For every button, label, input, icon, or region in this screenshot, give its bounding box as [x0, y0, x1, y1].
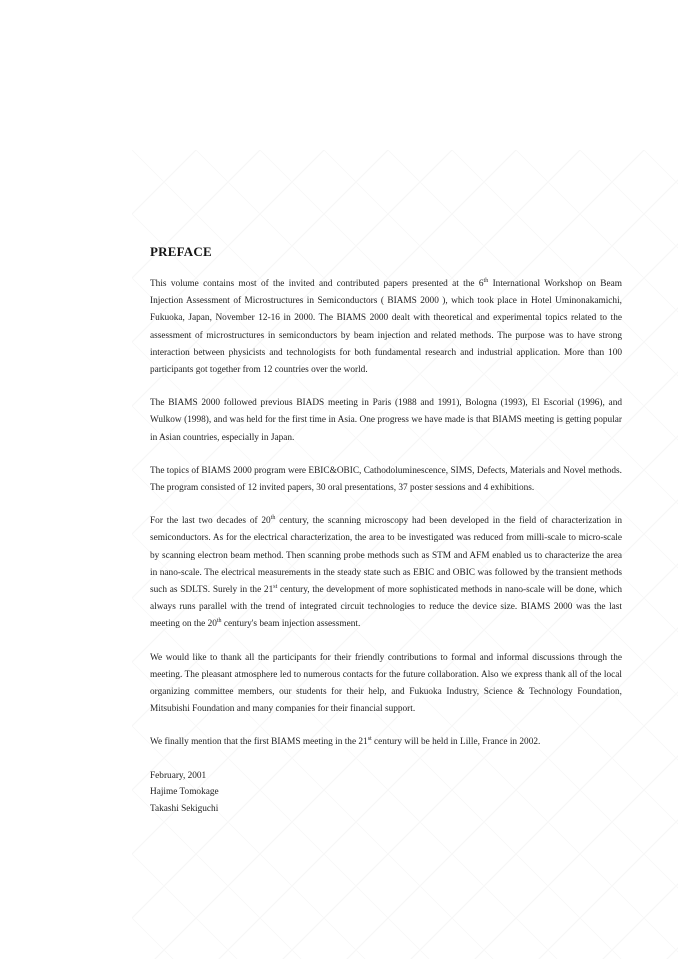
signature-block: [150, 768, 622, 818]
paragraph-next-meeting: We finally mention that the first BIAMS meeting in the 21st century will be held in Lille, France in 2002.: [150, 736, 541, 748]
signature-name-1: Hajime Tomokage: [150, 787, 219, 798]
page-title: PREFACE: [150, 244, 212, 259]
paragraph-topics: The topics of BIAMS 2000 program were EBIC&OBIC, Cathodoluminescence, SIMS, Defects, Materials and Novel methods. The program consisted of 12 invited papers, 30 oral presentations, 37 poster sessions and 4 exhibitions.: [150, 465, 622, 494]
paragraph-acknowledgements: We would like to thank all the participants for their friendly contributions to formal and informal discussions through the meeting. The pleasant atmosphere led to numerous contacts for the future collaboration. Also we express thank all of the local organizing committee members, our students for their help, and Fukuoka Industry, Science & Technology Foundation, Mitsubishi Foundation and many companies for their financial support.: [150, 652, 622, 715]
paragraph-intro: This volume contains most of the invited and contributed papers presented at the 6th International Workshop on Beam Injection Assessment of Microstructures in Semiconductors ( BIAMS 2000 ), which took place in Hotel Uminonakamichi, Fukuoka, Japan, November 12-16 in 2000. The BIAMS 2000 dealt with theoretical and experimental topics related to the assessment of microstructures in semiconductors by beam injection and related methods. The purpose was to have strong interaction between physicists and technologists for both fundamental research and industrial application. More than 100 participants got together from 12 countries over the world.: [150, 277, 622, 376]
preface-body: [150, 244, 622, 817]
signature-name-2: Takashi Sekiguchi: [150, 803, 219, 814]
signature-date: February, 2001: [150, 770, 207, 781]
paragraph-scanning-microscopy: For the last two decades of 20th century, the scanning microscopy had been developed in the field of characterization in semiconductors. As for the electrical characterization, the area to be investigated was reduced from milli-scale to micro-scale by scanning electron beam method. Then scanning probe methods such as STM and AFM enabled us to characterize the area in nano-scale. The electrical measurements in the steady state such as EBIC and OBIC was followed by the transient methods such as SDLTS. Surely in the 21st century, the development of more sophisticated methods in nano-scale will be done, which always runs parallel with the trend of integrated circuit technologies to reduce the device size. BIAMS 2000 was the last meeting on the 20th century's beam injection assessment.: [150, 515, 622, 630]
paragraph-history: The BIAMS 2000 followed previous BIADS meeting in Paris (1988 and 1991), Bologna (1993), El Escorial (1996), and Wulkow (1998), and was held for the first time in Asia. One progress we have made is that BIAMS meeting is getting popular in Asian countries, especially in Japan.: [150, 398, 622, 443]
